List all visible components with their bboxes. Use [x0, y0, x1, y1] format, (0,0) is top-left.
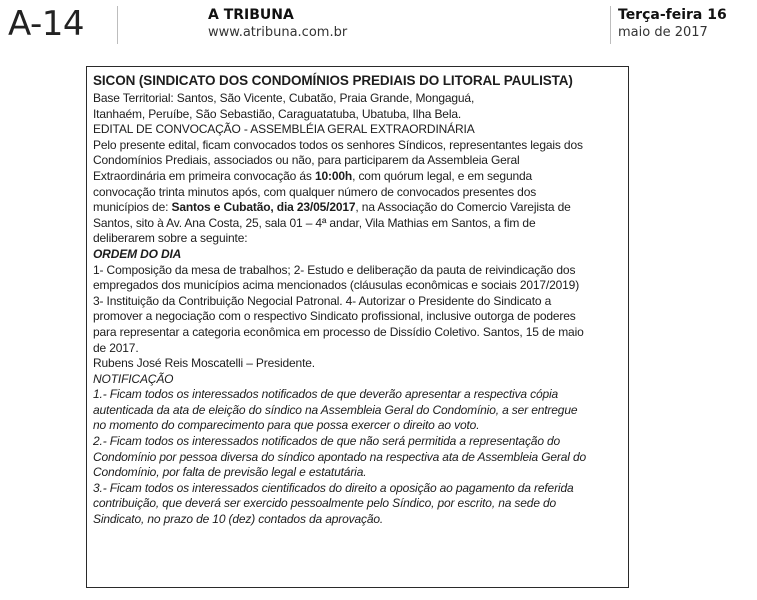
- issue-weekday: Terça-feira 16: [618, 7, 727, 23]
- body-line: Pelo presente edital, ficam convocados todos os senhores Síndicos, representantes legais dos: [93, 137, 583, 152]
- agenda-line: promover a negociação com o respectivo Sindicato profissional, inclusive outorga de poderes: [93, 309, 576, 324]
- notification-line: 1.- Ficam todos os interessados notificados de que deverão apresentar a respectiva cópia: [93, 387, 559, 402]
- page-number: A-14: [8, 4, 85, 44]
- meeting-place-date: Santos e Cubatão, dia 23/05/2017: [171, 200, 356, 215]
- notification-line: autenticada da ata de eleição do síndico na Assembleia Geral do Condomínio, a ser entregue: [93, 402, 578, 417]
- notification-line: 3.- Ficam todos os interessados cientificados do direito a oposição ao pagamento da referida: [93, 480, 574, 495]
- base-territorial-line: Itanhaém, Peruíbe, São Sebastião, Caraguatatuba, Ubatuba, Ilha Bela.: [93, 106, 462, 121]
- legal-notice-box: [86, 66, 629, 588]
- notification-line: 2.- Ficam todos os interessados notificados de que não será permitida a representação do: [93, 434, 561, 449]
- header-divider-left: [117, 6, 118, 44]
- body-line: deliberarem sobre a seguinte:: [93, 231, 248, 246]
- edital-heading: EDITAL DE CONVOCAÇÃO - ASSEMBLÉIA GERAL EXTRAORDINÁRIA: [93, 122, 475, 137]
- meeting-place-line: municípios de: Santos e Cubatão, dia 23/05/2017, na Associação do Comercio Varejista de: [93, 200, 571, 215]
- meeting-time: 10:00h: [314, 168, 353, 183]
- publication-website: www.atribuna.com.br: [208, 25, 348, 40]
- agenda-line: empregados dos municípios acima mencionados (cláusulas econômicas e sociais 2017/2019): [93, 278, 580, 293]
- publication-name: A TRIBUNA: [208, 7, 294, 23]
- notification-line: Sindicato, no prazo de 10 (dez) contados da aprovação.: [93, 512, 384, 527]
- notification-line: contribuição, que deverá ser exercido pessoalmente pelo Síndico, por escrito, na sede do: [93, 496, 557, 511]
- agenda-heading: ORDEM DO DIA: [93, 246, 182, 261]
- base-territorial-line: Base Territorial: Santos, São Vicente, Cubatão, Praia Grande, Mongaguá,: [93, 91, 475, 105]
- notification-line: Condomínio por pessoa diversa do síndico apontado na respectiva ata de Assembleia Geral do: [93, 449, 587, 464]
- notification-line: Condomínio, por falta de previsão legal e estatutária.: [93, 465, 367, 480]
- body-line: convocação trinta minutos após, com qualquer número de convocados presentes dos: [93, 184, 537, 199]
- agenda-line: 1- Composição da mesa de trabalhos; 2- Estudo e deliberação da pauta de reivindicação dos: [93, 262, 576, 277]
- agenda-line: de 2017.: [93, 340, 139, 355]
- body-line: Condomínios Prediais, associados ou não, para participarem da Assembleia Geral: [93, 153, 520, 168]
- body-line: Santos, sito à Av. Ana Costa, 25, sala 01 – 4ª andar, Vila Mathias em Santos, a fim de: [93, 215, 536, 230]
- meeting-time-line: Extraordinária em primeira convocação ás 10:00h, com quórum legal, e em segunda: [93, 168, 533, 183]
- notification-line: no momento do comparecimento para que possa exercer o direito ao voto.: [93, 418, 480, 433]
- issue-date: maio de 2017: [618, 25, 708, 40]
- agenda-line: 3- Instituição da Contribuição Negocial Patronal. 4- Autorizar o Presidente do Sindicato a: [93, 293, 552, 308]
- agenda-line: para representar a categoria econômica em processo de Dissídio Coletivo. Santos, 15 de maio: [93, 324, 584, 339]
- notification-heading: NOTIFICAÇÃO: [93, 371, 174, 386]
- notice-title: SICON (SINDICATO DOS CONDOMÍNIOS PREDIAIS DO LITORAL PAULISTA): [93, 73, 573, 88]
- header-divider-right: [610, 6, 611, 44]
- signature-line: Rubens José Reis Moscatelli – Presidente.: [93, 356, 315, 371]
